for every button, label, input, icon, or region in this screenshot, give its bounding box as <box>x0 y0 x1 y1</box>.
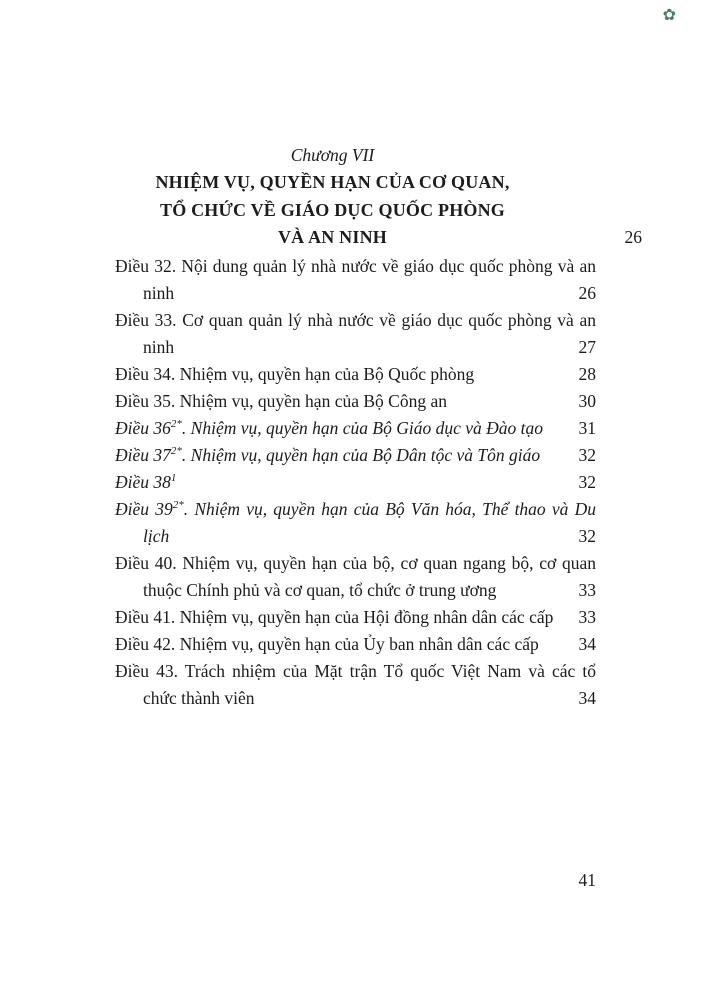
toc-entry-label: Điều 35. <box>115 390 176 411</box>
table-of-contents <box>115 142 642 712</box>
toc-entry-page-number: 30 <box>578 390 596 411</box>
toc-entry-footnote-marker: 2* <box>170 445 182 458</box>
toc-entry-footnote-marker: 1 <box>170 472 177 485</box>
toc-entry-title: Nội dung quản lý nhà nước về giáo dục quốc phòng và an ninh <box>143 255 596 303</box>
toc-entry-title: . Nhiệm vụ, quyền hạn của Bộ Dân tộc và Tôn giáo <box>181 444 541 465</box>
toc-entry-label: Điều 40. <box>115 552 177 573</box>
toc-entry-text <box>115 442 596 469</box>
toc-entry-label: Điều 38 <box>115 471 171 492</box>
toc-entry-page-number: 34 <box>578 633 596 654</box>
toc-entry-footnote-marker: 2* <box>172 499 184 512</box>
toc-entry-text <box>115 658 596 712</box>
toc-entry-title: Nhiệm vụ, quyền hạn của Hội đồng nhân dân các cấp <box>175 606 554 627</box>
toc-entry <box>115 442 596 469</box>
toc-entry-label: Điều 41. <box>115 606 176 627</box>
toc-entry-text <box>115 307 596 361</box>
toc-entry <box>115 415 596 442</box>
toc-entry-page-number: 26 <box>578 282 596 303</box>
toc-entry-footnote-marker: 2* <box>170 418 182 431</box>
toc-entry-title: . Nhiệm vụ, quyền hạn của Bộ Văn hóa, Thể thao và Du lịch <box>143 498 596 546</box>
toc-entry-title: Nhiệm vụ, quyền hạn của Bộ Quốc phòng <box>175 363 475 384</box>
toc-entry-page-number: 34 <box>578 687 596 708</box>
toc-entry-page-number: 27 <box>578 336 596 357</box>
toc-entry-page-number: 32 <box>578 444 596 465</box>
toc-entry-title: . Nhiệm vụ, quyền hạn của Bộ Giáo dục và Đào tạo <box>181 417 544 438</box>
section-title-line-2: TỔ CHỨC VỀ GIÁO DỤC QUỐC PHÒNG <box>159 199 505 220</box>
toc-entry-title: Trách nhiệm của Mặt trận Tổ quốc Việt Nam và các tổ chức thành viên <box>143 660 596 708</box>
toc-entry-text <box>115 361 596 388</box>
folio-page-number: 41 <box>578 870 596 890</box>
toc-entry-text <box>115 253 596 307</box>
toc-entry-label: Điều 42. <box>115 633 176 654</box>
toc-entry-text <box>115 388 596 415</box>
toc-entry-text <box>115 415 596 442</box>
toc-entry <box>115 388 596 415</box>
toc-entry-title: Cơ quan quản lý nhà nước về giáo dục quốc phòng và an ninh <box>143 309 596 357</box>
section-title-line-3 <box>115 224 642 252</box>
section-title-text: VÀ AN NINH <box>277 227 387 247</box>
toc-entry <box>115 496 596 550</box>
toc-entry-title: Nhiệm vụ, quyền hạn của bộ, cơ quan ngang bộ, cơ quan thuộc Chính phủ và cơ quan, tổ chức ở trung ương <box>143 552 596 600</box>
section-title-page-number: 26 <box>624 227 642 247</box>
toc-entry <box>115 469 596 496</box>
toc-entry-page-number: 33 <box>578 579 596 600</box>
toc-entry-title: Nhiệm vụ, quyền hạn của Bộ Công an <box>175 390 447 411</box>
toc-entry <box>115 361 596 388</box>
toc-entry-page-number: 33 <box>578 606 596 627</box>
toc-entry-title: Nhiệm vụ, quyền hạn của Ủy ban nhân dân các cấp <box>175 633 539 654</box>
toc-entry-label: Điều 32. <box>115 255 177 276</box>
toc-entry <box>115 550 596 604</box>
toc-entry <box>115 631 596 658</box>
chapter-heading: Chương VII <box>290 145 375 165</box>
toc-entry-text <box>115 469 596 496</box>
toc-entry-label: Điều 43. <box>115 660 179 681</box>
toc-entry-text <box>115 550 596 604</box>
toc-entry <box>115 604 596 631</box>
toc-entry-label: Điều 33. <box>115 309 177 330</box>
toc-entry-label: Điều 37 <box>115 444 171 465</box>
toc-entry <box>115 658 596 712</box>
toc-entry-page-number: 28 <box>578 363 596 384</box>
flower-icon: ✿ <box>662 7 676 24</box>
toc-entries <box>115 253 596 712</box>
toc-entry-label: Điều 39 <box>115 498 173 519</box>
toc-entry-text <box>115 496 596 550</box>
toc-entry-label: Điều 36 <box>115 417 171 438</box>
toc-entry-text <box>115 631 596 658</box>
toc-entry-page-number: 31 <box>578 417 596 438</box>
toc-entry <box>115 253 596 307</box>
toc-entry <box>115 307 596 361</box>
toc-entry-page-number: 32 <box>578 525 596 546</box>
section-title-line-1: NHIỆM VỤ, QUYỀN HẠN CỦA CƠ QUAN, <box>155 172 510 192</box>
toc-entry-label: Điều 34. <box>115 363 176 384</box>
toc-entry-text <box>115 604 596 631</box>
toc-entry-page-number: 32 <box>578 471 596 492</box>
